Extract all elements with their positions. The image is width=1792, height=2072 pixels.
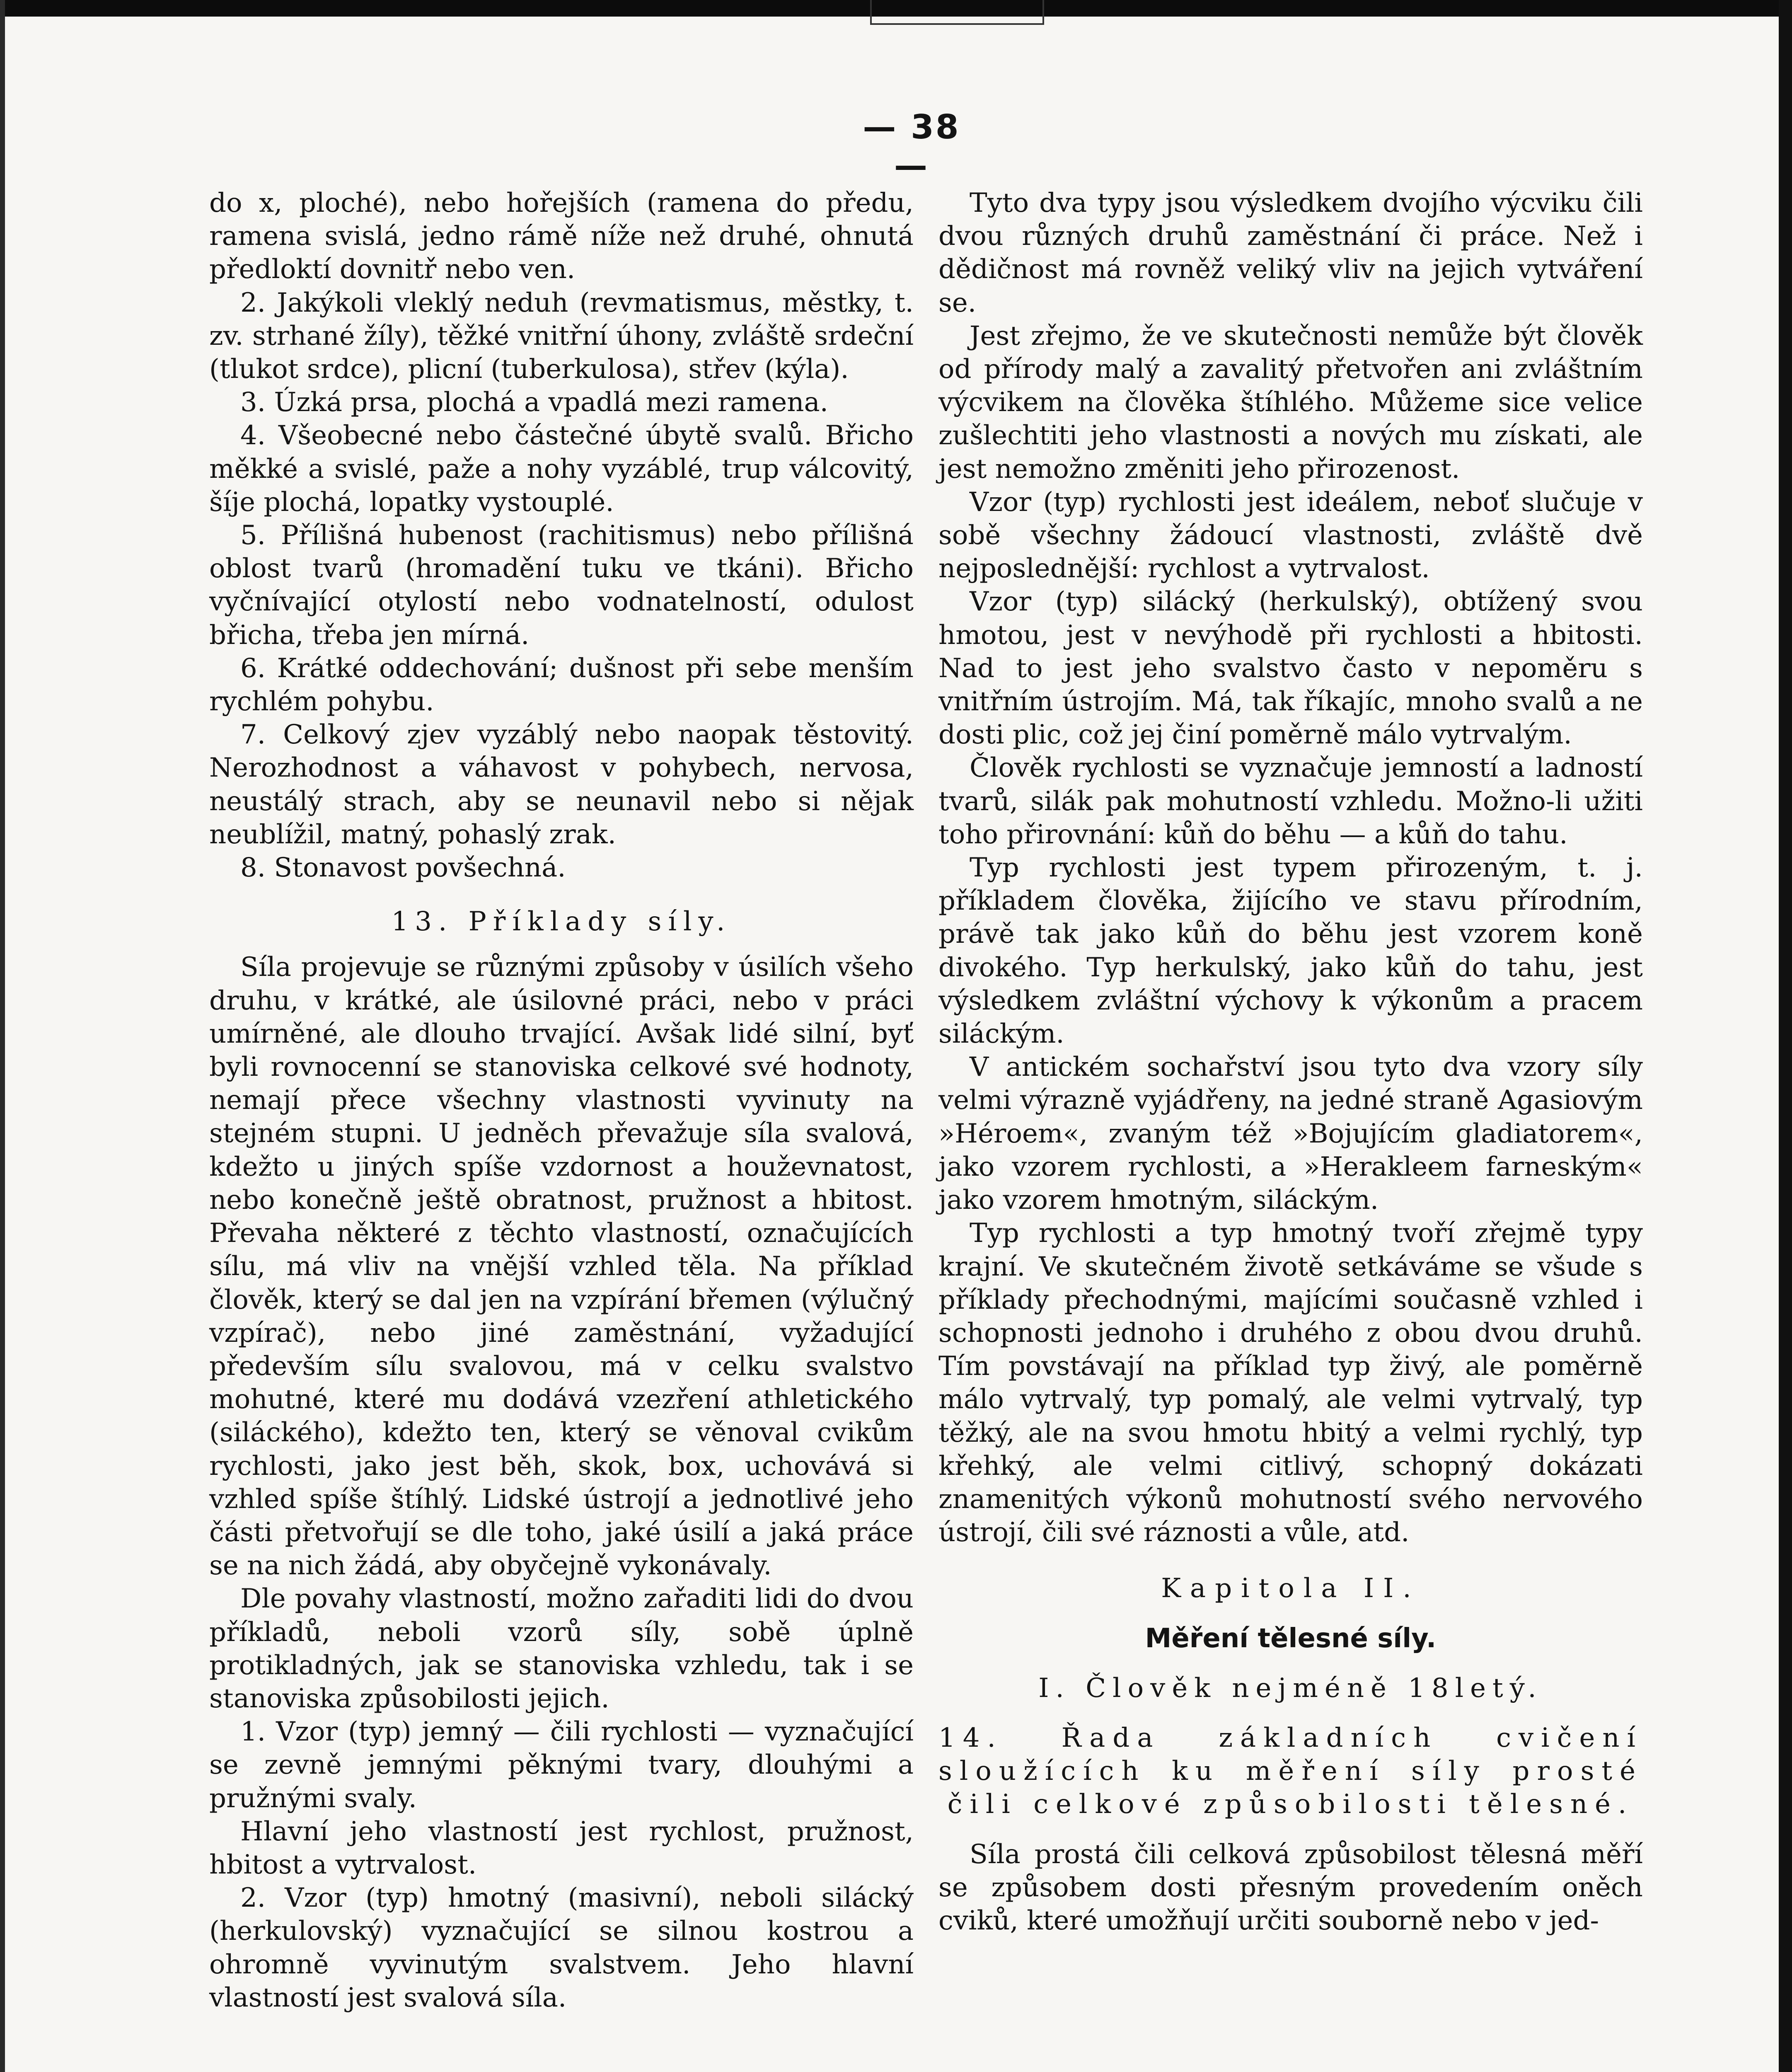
chapter-label: Kapitola II. [1161, 1573, 1420, 1604]
paragraph: Vzor (typ) silácký (herkulský), obtížený svou hmotou, jest v nevýhodě při rychlosti a hbitosti. Nad to jest jeho svalstvo často v nepoměru s vnitřním ústrojím. Má, tak říkajíc, mnoho svalů a ne dosti plic, což jej činí poměrně málo vytrvalým. [938, 586, 1643, 750]
section-13-title: 13. Příklady síly. [391, 906, 732, 937]
paragraph: 5. Přílišná hubenost (rachitismus) nebo přílišná oblost tvarů (hromadění tuku ve tkáni). Břicho vyčnívající otylostí nebo vodnatelností, odulost břicha, třeba jen mírná. [209, 520, 914, 651]
chapter-title: Měření tělesné síly. [1145, 1623, 1437, 1654]
left-column [209, 186, 914, 2014]
scan-border-left [0, 0, 5, 2072]
paragraph: 2. Vzor (typ) hmotný (masivní), neboli silácký (herkulovský) vyznačující se silnou kostrou a ohromně vyvinutým svalstvem. Jeho hlavní vlastností jest svalová síla. [209, 1883, 914, 2013]
paragraph: 3. Úzká prsa, plochá a vpadlá mezi ramena. [240, 387, 828, 418]
paragraph: Typ rychlosti jest typem přirozeným, t. j. příkladem člověka, žijícího ve stavu přírodním, právě tak jako kůň do běhu jest vzorem koně divokého. Typ herkulský, jako kůň do tahu, jest výsledkem zvláštní výchovy k výkonům a pracem siláckým. [938, 852, 1643, 1050]
paragraph: Člověk rychlosti se vyznačuje jemností a ladností tvarů, silák pak mohutností vzhledu. Možno-li užiti toho přirovnání: kůň do běhu — a kůň do tahu. [938, 753, 1643, 850]
right-column [938, 186, 1643, 1937]
paragraph: Vzor (typ) rychlosti jest ideálem, neboť slučuje v sobě všechny žádoucí vlastnosti, zvláště dvě nejposlednější: rychlost a vytrvalost. [938, 487, 1643, 584]
paragraph: V antickém sochařství jsou tyto dva vzory síly velmi výrazně vyjádřeny, na jedné straně Agasiovým »Héroem«, zvaným též »Bojujícím gladiatorem«, jako vzorem rychlosti, a »Herakleem farneským« jako vzorem hmotným, siláckým. [938, 1052, 1643, 1216]
paragraph: Tyto dva typy jsou výsledkem dvojího výcviku čili dvou různých druhů zaměstnání či práce. Než i dědičnost má rovněž veliký vliv na jejich vytváření se. [938, 188, 1643, 318]
paragraph: Dle povahy vlastností, možno zařaditi lidi do dvou příkladů, neboli vzorů síly, sobě úplně protikladných, jak se stanoviska vzhledu, tak i se stanoviska způsobilosti jejich. [209, 1583, 914, 1714]
paragraph: 6. Krátké oddechování; dušnost při sebe menším rychlém pohybu. [209, 653, 914, 717]
paragraph: 4. Všeobecné nebo částečné úbytě svalů. Břicho měkké a svislé, paže a nohy vyzáblé, trup válcovitý, šíje plochá, lopatky vystouplé. [209, 420, 914, 518]
page-number: — 38 — [863, 108, 960, 185]
paragraph: Síla projevuje se různými způsoby v úsilích všeho druhu, v krátké, ale úsilovné práci, nebo v práci umírněné, ale dlouho trvající. Avšak lidé silní, byť byli rovnocenní se stanoviska celkové své hodnoty, nemají přece všechny vlastnosti vyvinuty na stejném stupni. U jedněch převažuje síla svalová, kdežto u jiných spíše vzdornost a houževnatost, nebo konečně ještě obratnost, pružnost a hbitost. Převaha některé z těchto vlastností, označujících sílu, má vliv na vnější vzhled těla. Na příklad člověk, který se dal jen na vzpírání břemen (výlučný vzpírač), nebo jiné zaměstnání, vyžadující především sílu svalovou, má v celku svalstvo mohutné, které mu dodává vzezření athletického (siláckého), kdežto ten, který se věnoval cvikům rychlosti, jako jest běh, skok, box, uchovává si vzhled spíše štíhlý. Lidské ústrojí a jednotlivé jeho části přetvořují se dle toho, jaké úsilí a jaká práce se na nich žádá, aby obyčejně vykonávaly. [209, 952, 914, 1581]
subsection-title: I. Člověk nejméně 18letý. [1038, 1673, 1543, 1704]
paragraph: Síla prostá čili celková způsobilost tělesná měří se způsobem dosti přesným provedením oněch cviků, které umožňují určiti souborně nebo v jed- [938, 1839, 1643, 1936]
paragraph: Typ rychlosti a typ hmotný tvoří zřejmě typy krajní. Ve skutečném životě setkáváme se všude s příklady přechodnými, majícími současně vzhled i schopnosti jednoho i druhého z obou dvou druhů. Tím povstávají na příklad typ živý, ale poměrně málo vytrvalý, typ pomalý, ale velmi vytrvalý, typ těžký, ale na svou hmotu hbitý a velmi rychlý, typ křehký, ale velmi citlivý, schopný dokázati znamenitých výkonů mohutností svého nervového ústrojí, čili své ráznosti a vůle, atd. [938, 1218, 1643, 1548]
paragraph: 1. Vzor (typ) jemný — čili rychlosti — vyznačující se zevně jemnými pěknými tvary, dlouhými a pružnými svaly. [209, 1716, 914, 1814]
paragraph: Jest zřejmo, že ve skutečnosti nemůže být člověk od přírody malý a zavalitý přetvořen ani zvláštním výcvikem na člověka štíhlého. Můžeme sice velice zušlechtiti jeho vlastnosti a nových mu získati, ale jest nemožno změniti jeho přirozenost. [938, 320, 1643, 484]
scan-binding-mark [870, 0, 1044, 25]
paragraph: 8. Stonavost povšechná. [240, 852, 566, 884]
paragraph: 2. Jakýkoli vleklý neduh (revmatismus, městky, t. zv. strhané žíly), těžké vnitřní úhony, zvláště srdeční (tlukot srdce), plicní (tuberkulosa), střev (kýla). [209, 287, 914, 385]
section-14-title: 14. Řada základních cvičení sloužících ku měření síly prosté čili celkové způsobilosti tělesné. [938, 1722, 1643, 1820]
paragraph: Hlavní jeho vlastností jest rychlost, pružnost, hbitost a vytrvalost. [209, 1816, 914, 1880]
paragraph: 7. Celkový zjev vyzáblý nebo naopak těstovitý. Nerozhodnost a váhavost v pohybech, nervosa, neustálý strach, aby se neunavil nebo si nějak neublížil, matný, pohaslý zrak. [209, 719, 914, 850]
scan-border-right [1779, 0, 1792, 2072]
paragraph: do x, ploché), nebo hořejších (ramena do předu, ramena svislá, jedno rámě níže než druhé, ohnutá předloktí dovnitř nebo ven. [209, 188, 914, 285]
